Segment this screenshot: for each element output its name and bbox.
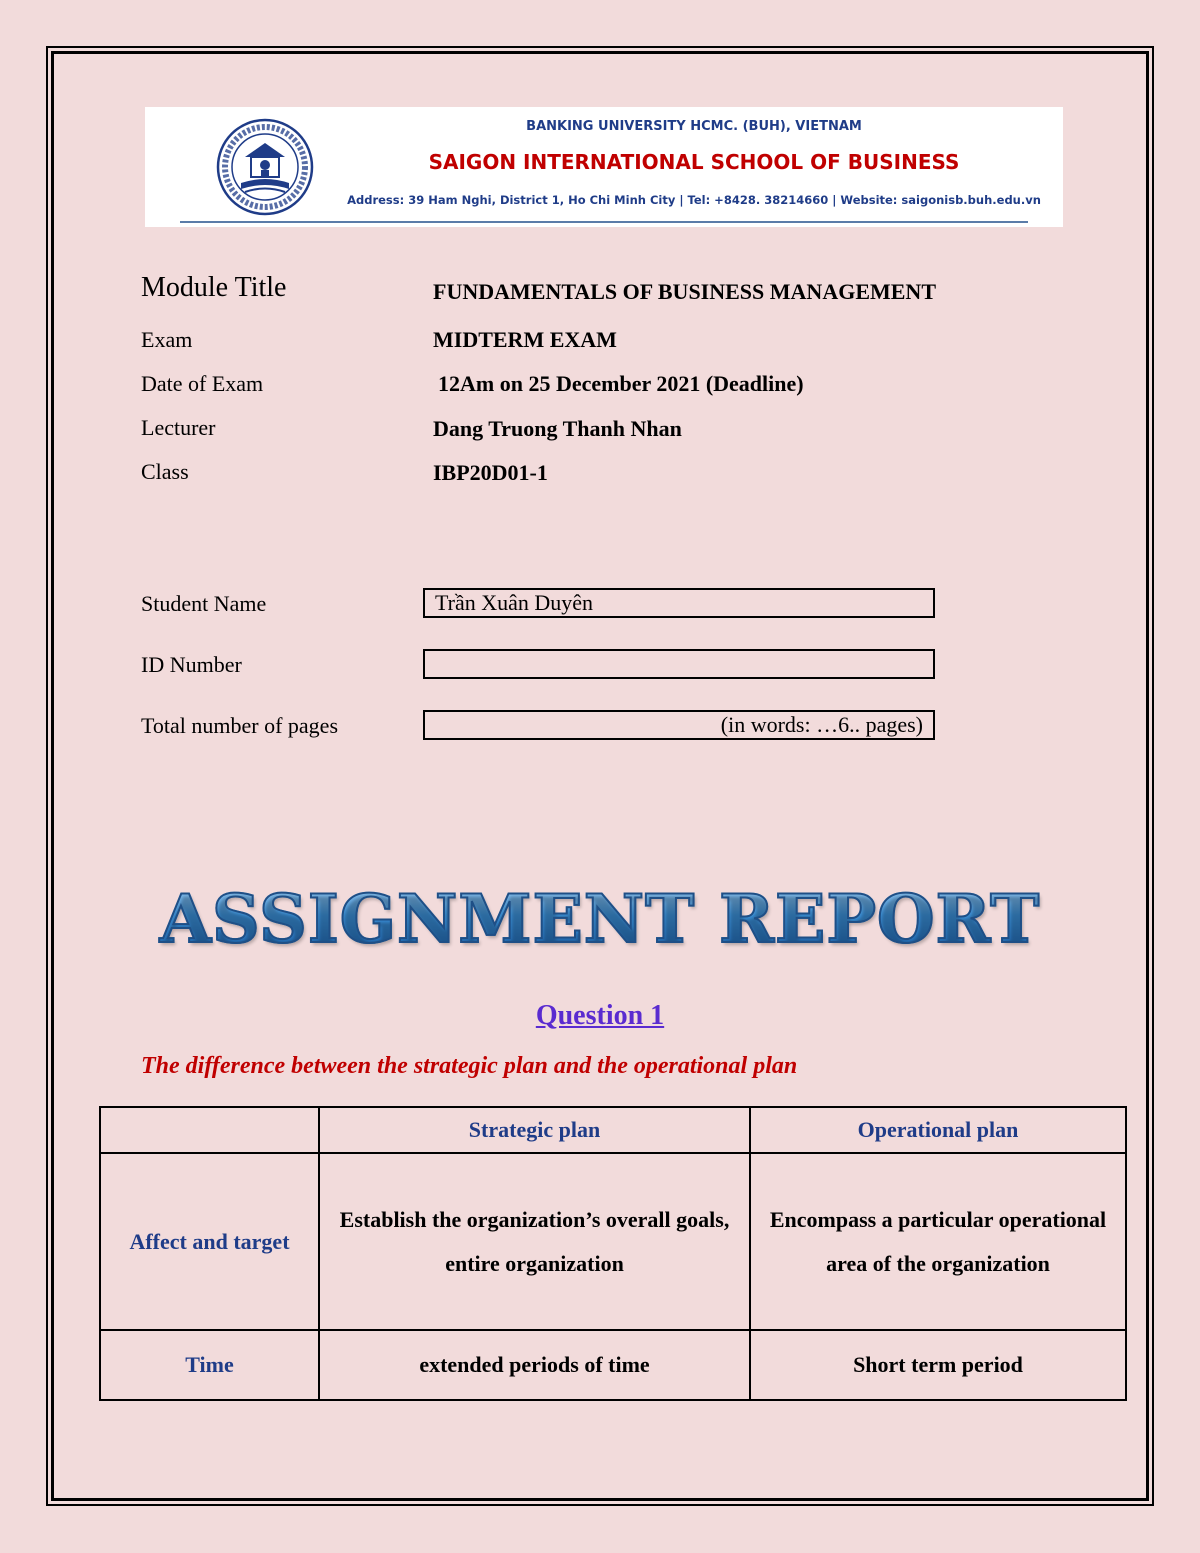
school-banner [145,107,1063,227]
class-label: Class [141,459,189,484]
cell-strategic-affect: Establish the organization’s overall goals, entire organization [319,1153,750,1330]
table-header-operational-plan: Operational plan [750,1107,1126,1153]
date-label: Date of Exam [141,371,264,396]
assignment-report-title: ASSIGNMENT REPORT [0,880,1200,958]
class-value: IBP20D01-1 [433,460,548,485]
cell-operational-time: Short term period [750,1330,1126,1400]
comparison-table [99,1106,1127,1401]
lecturer-label: Lecturer [141,415,216,440]
banner-address: Address: 39 Ham Nghi, District 1, Ho Chi Minh City | Tel: +8428. 38214660 | Website: saigonisb.buh.edu.vn [347,193,1041,207]
question-subtitle: The difference between the strategic plan and the operational plan [141,1053,798,1079]
total-pages-field[interactable]: (in words: …6.. pages) [423,710,935,740]
table-header-row [100,1107,1126,1153]
module-title-value: FUNDAMENTALS OF BUSINESS MANAGEMENT [433,279,936,304]
table-row [100,1330,1126,1400]
student-name-field[interactable]: Trần Xuân Duyên [423,588,935,618]
cell-operational-affect: Encompass a particular operational area of the organization [750,1153,1126,1330]
row-label-time: Time [100,1330,319,1400]
cell-strategic-time: extended periods of time [319,1330,750,1400]
student-name-label: Student Name [141,591,267,616]
banner-rule [180,221,1028,223]
exam-label: Exam [141,327,193,352]
table-header-strategic-plan: Strategic plan [319,1107,750,1153]
table-row [100,1153,1126,1330]
id-number-label: ID Number [141,652,242,677]
lecturer-value: Dang Truong Thanh Nhan [433,416,682,441]
exam-value: MIDTERM EXAM [433,327,617,352]
table-header-cell-empty [100,1107,319,1153]
total-pages-label: Total number of pages [141,713,339,738]
question-heading: Question 1 [535,1000,665,1031]
module-title-label: Module Title [141,272,287,303]
date-value: 12Am on 25 December 2021 (Deadline) [438,371,804,396]
banner-university-name: BANKING UNIVERSITY HCMC. (BUH), VIETNAM [526,119,862,134]
university-seal-logo [215,117,315,217]
row-label-affect-and-target: Affect and target [100,1153,319,1330]
banner-school-name: SAIGON INTERNATIONAL SCHOOL OF BUSINESS [428,150,960,174]
id-number-field[interactable] [423,649,935,679]
